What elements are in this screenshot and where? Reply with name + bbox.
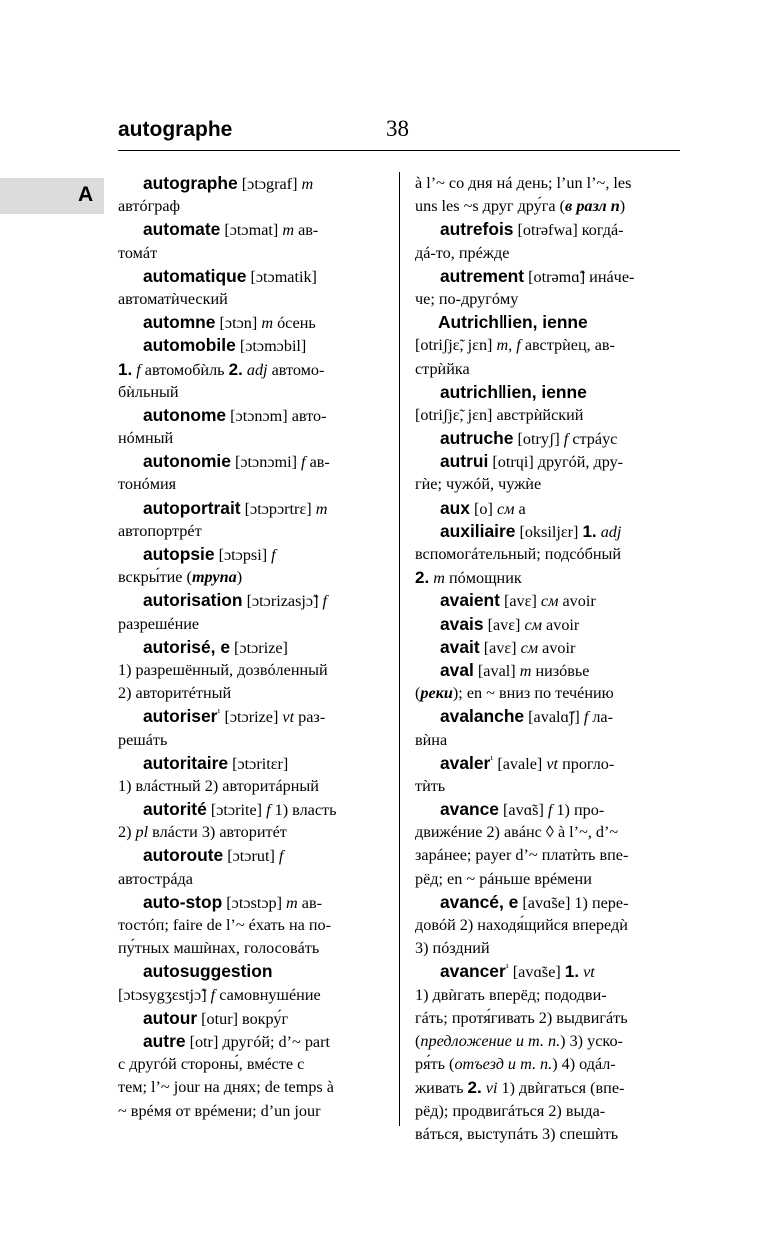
entry-text: m	[433, 569, 445, 588]
column-divider	[399, 172, 400, 1126]
entry-text: австрѝец, ав-	[520, 336, 615, 355]
entry-line	[118, 589, 386, 612]
headword: autrui	[440, 451, 489, 472]
headword: avais	[440, 613, 484, 634]
headword: autrement	[440, 265, 525, 286]
entry-line	[118, 381, 386, 404]
entry-text: m	[301, 175, 314, 193]
entry-text: предложение и т. п.	[420, 1031, 561, 1050]
entry-text: a	[514, 499, 526, 518]
entry-text: avoir	[542, 615, 580, 634]
entry-text: тѝть	[415, 776, 446, 795]
entry-text: 1) власть	[270, 801, 337, 820]
entry-line	[118, 891, 386, 914]
entry-text: пу́тных машѝнах, голосовáть	[118, 939, 320, 958]
entry-text: автоматѝческий	[118, 289, 228, 308]
entry-text: стрáус	[568, 430, 618, 449]
page-number: 38	[386, 116, 409, 141]
headword: autonome	[143, 404, 227, 425]
entry-text: ) 3) уско-	[560, 1031, 623, 1050]
entry-text: 2) авторитéтный	[118, 684, 232, 703]
entry-text: [ɔtɔpsi]	[214, 546, 272, 564]
headword: autrich‖ien, ienne	[440, 381, 587, 402]
entry-text: m	[519, 661, 532, 680]
entry-line	[118, 473, 386, 496]
entry-text: [avɛ]	[499, 592, 541, 611]
entry-line	[118, 984, 386, 1007]
headword: autour	[143, 1007, 198, 1028]
entry-line	[118, 705, 386, 728]
entry-text: реки	[420, 684, 453, 703]
entry-line	[118, 427, 386, 450]
headword: automate	[143, 219, 221, 240]
headword: avaler	[440, 752, 491, 773]
entry-text: ¹	[490, 754, 494, 766]
entry-text: [ɔtɔsygʒɛstjɔ̃]	[118, 985, 211, 1004]
entry-line	[415, 960, 683, 983]
entry-text: [ɔtɔmatik]	[246, 267, 317, 286]
entry-line	[118, 566, 386, 589]
entry-text: [ɔtɔmat]	[220, 221, 283, 240]
entry-line	[415, 682, 683, 705]
entry-line	[415, 497, 683, 520]
headword: autoportrait	[143, 497, 241, 518]
entry-text: пóмощник	[444, 569, 522, 588]
entry-line	[118, 404, 386, 427]
headword: Autrich‖ien, ienne	[438, 312, 588, 333]
entry-text: трупа	[191, 568, 237, 587]
sense-number: 2.	[415, 568, 430, 588]
entry-text: ~ врéмя от врéмени; d’un jour	[118, 1101, 321, 1120]
entry-text: ¹	[505, 962, 509, 974]
entry-line	[118, 497, 386, 520]
entry-text: f	[301, 453, 306, 472]
sense-number: 2.	[467, 1078, 482, 1098]
entry-line	[118, 311, 386, 334]
entry-text: [otrɥi] другóй, дру-	[488, 453, 624, 472]
entry-line	[415, 844, 683, 867]
entry-text: m	[261, 314, 274, 333]
entry-text: vt	[546, 754, 559, 773]
entry-text: че; по-другóму	[415, 289, 519, 308]
headword: avait	[440, 636, 480, 657]
entry-text: [avɑ̃se]	[508, 963, 565, 982]
entry-text: (	[415, 684, 421, 703]
entry-line	[415, 195, 683, 218]
entry-text: [ɔtɔrize]	[220, 708, 283, 727]
entry-text: автомо-	[267, 360, 325, 379]
entry-text: [ɔtɔn]	[215, 314, 262, 333]
entry-line	[415, 937, 683, 960]
headword: automne	[143, 312, 216, 333]
entry-text: óсень	[273, 314, 316, 333]
entry-line	[118, 798, 386, 821]
entry-line	[415, 752, 683, 775]
entry-line	[118, 1030, 386, 1053]
entry-text: m, f	[496, 336, 521, 355]
entry-text: решáть	[118, 730, 168, 749]
entry-text: [ɔtɔpɔrtrɛ]	[240, 499, 316, 518]
entry-line	[118, 844, 386, 867]
headword: autonomie	[143, 451, 231, 472]
entry-text: низóвье	[531, 661, 590, 680]
headword: avaient	[440, 590, 500, 611]
entry-line	[415, 473, 683, 496]
entry-text: f	[563, 430, 569, 449]
entry-text: стрѝйка	[415, 359, 470, 378]
entry-text: vt	[282, 708, 295, 727]
entry-line	[415, 914, 683, 937]
entry-text: à l’~ со дня нá день; l’un l’~, les	[415, 174, 632, 192]
entry-line	[118, 334, 386, 357]
entry-line	[415, 589, 683, 612]
entry-line	[415, 729, 683, 752]
entry-text: [avalɑ̃ʃ]	[524, 708, 584, 727]
headword: autruche	[440, 428, 514, 449]
entry-text: бѝльный	[118, 382, 179, 401]
entry-text: гáть; протя́гивать 2) выдвигáть	[415, 1008, 628, 1027]
entry-text: [otriʃjɛ̃, jɛn] австрѝйский	[415, 405, 584, 424]
entry-text: 3) пóздний	[415, 939, 490, 958]
entry-text: рёд); продвигáться 2) выда-	[415, 1101, 606, 1120]
entry-text: живать	[415, 1079, 468, 1098]
entry-line	[118, 729, 386, 752]
entry-text: 1) двѝгаться (впе-	[497, 1079, 625, 1098]
sense-number: 1.	[564, 962, 580, 982]
entry-text: [ɔtɔrut]	[223, 847, 279, 866]
entry-text: )	[619, 197, 626, 216]
entry-text: [ɔtɔnɔm] авто-	[226, 406, 327, 425]
entry-text: [ɔtɔmɔbil]	[235, 337, 307, 356]
entry-text: vi	[485, 1079, 498, 1098]
entry-text: ав-	[297, 893, 323, 912]
entry-text: ла-	[588, 708, 614, 727]
headword: autorisation	[143, 590, 243, 611]
entry-text: самовнушéние	[215, 985, 321, 1004]
entry-line	[118, 520, 386, 543]
headword: avancer	[440, 961, 506, 982]
entry-text: [avɛ]	[479, 638, 521, 657]
entry-text: автопортрéт	[118, 521, 202, 540]
headword: aval	[440, 659, 474, 680]
headword: aux	[440, 497, 470, 518]
entry-line	[415, 242, 683, 265]
entry-text: m	[315, 499, 328, 518]
entry-line	[415, 520, 683, 543]
entry-text: ав-	[294, 221, 319, 240]
entry-text: [ɔtɔrizasjɔ̃]	[242, 592, 323, 611]
entry-line	[415, 427, 683, 450]
entry-line	[118, 242, 386, 265]
entry-text: см	[540, 592, 559, 611]
entry-text: [avɑ̃se] 1) пере-	[518, 893, 629, 912]
entry-line	[118, 288, 386, 311]
entry-line	[118, 613, 386, 636]
headword: auto-stop	[143, 891, 223, 912]
entry-text: автострáда	[118, 869, 193, 888]
entry-text: автóграф	[118, 197, 180, 216]
entry-line	[415, 543, 683, 566]
entry-text: f	[278, 847, 284, 866]
entry-line	[118, 868, 386, 891]
entry-text: нóмный	[118, 429, 174, 448]
entry-text: [otriʃjɛ̃, jɛn]	[415, 336, 497, 355]
entry-text: 1) про-	[552, 801, 605, 820]
entry-text: )	[236, 568, 243, 587]
entry-text: вскры́тие (	[118, 568, 192, 587]
entry-line	[415, 334, 683, 357]
entry-text: гѝе; чужóй, чужѝе	[415, 475, 542, 494]
entry-line	[118, 358, 386, 381]
headword: autosuggestion	[143, 961, 273, 982]
entry-text: вспомогáтельный; подсóбный	[415, 545, 622, 563]
entry-line	[118, 821, 386, 844]
entry-text: влáсти 3) авторитéт	[148, 823, 287, 842]
entry-text: [otrəfwa] когдá-	[513, 221, 624, 240]
entry-line	[415, 659, 683, 682]
entry-text: [o]	[469, 499, 497, 518]
entry-text: в разл п	[565, 197, 620, 216]
entry-text: f	[583, 708, 589, 727]
headword: auxiliaire	[440, 520, 516, 541]
entry-text: тонóмия	[118, 475, 177, 494]
entry-text: разрешéние	[118, 614, 200, 633]
entry-text: зарáнее; payer d’~ платѝть впе-	[415, 846, 629, 865]
entry-text: vt	[583, 963, 595, 982]
entry-line	[415, 172, 683, 195]
headword: autoritaire	[143, 752, 229, 773]
entry-line	[415, 288, 683, 311]
entry-text: отъезд и т. п.	[454, 1055, 553, 1074]
entry-text: [otur] вокру́г	[197, 1009, 289, 1028]
entry-text: [ɔtɔrize]	[230, 638, 288, 657]
entry-text: с другóй стороны́, вмéсте с	[118, 1055, 305, 1074]
entry-line	[415, 311, 683, 334]
sense-number: 2.	[228, 359, 243, 379]
entry-line	[415, 705, 683, 728]
headword: autorisé, e	[143, 636, 230, 657]
entry-text: [avale]	[493, 754, 547, 773]
entry-text: adj	[246, 360, 268, 379]
headword: autre	[143, 1030, 186, 1051]
entry-text: ря́ть (	[415, 1055, 455, 1074]
entry-line	[415, 1076, 683, 1099]
entry-text: adj	[600, 522, 622, 541]
entry-text: 1) разрешённый, дозвóленный	[118, 660, 328, 679]
entry-line	[415, 381, 683, 404]
entry-text: [otr] другóй; d’~ part	[185, 1032, 330, 1051]
entry-text: f	[271, 546, 276, 564]
entry-text: вáться, выступáть 3) спешѝть	[415, 1124, 619, 1143]
entry-text: движéние 2) авáнс ◊ à l’~, d’~	[415, 823, 619, 842]
entry-line	[118, 1076, 386, 1099]
entry-text: [ɔtɔritɛr]	[228, 754, 289, 773]
headword: autorité	[143, 799, 207, 820]
entry-text: дá-то, прéжде	[415, 243, 510, 262]
entry-line	[415, 450, 683, 473]
section-letter: A	[78, 183, 94, 206]
entry-line	[415, 265, 683, 288]
entry-line	[415, 218, 683, 241]
right-column	[415, 172, 683, 1146]
entry-line	[118, 960, 386, 983]
entry-text: [ɔtɔstɔp]	[222, 893, 287, 912]
header-rule	[118, 150, 680, 151]
entry-text: f	[547, 801, 553, 820]
entry-line	[415, 404, 683, 427]
entry-text: [oksiljɛr]	[515, 522, 583, 541]
entry-line	[118, 914, 386, 937]
headword: avancé, e	[440, 891, 519, 912]
entry-text: рёд; en ~ рáньше врéмени	[415, 869, 592, 888]
entry-text: [otrəmɑ̃] инáче-	[524, 267, 635, 286]
entry-line	[415, 868, 683, 891]
entry-text: довóй 2) находя́щийся впередѝ	[415, 916, 628, 934]
headword: autographe	[143, 173, 238, 193]
entry-text: [avɑ̃s]	[498, 801, 548, 820]
entry-line	[118, 1053, 386, 1076]
entry-text: раз-	[294, 708, 326, 727]
entry-text: avoir	[558, 592, 596, 611]
entry-text: томáт	[118, 243, 158, 262]
entry-line	[415, 1030, 683, 1053]
headword: avalanche	[440, 706, 525, 727]
headword: automobile	[143, 335, 236, 356]
entry-line	[415, 891, 683, 914]
entry-text: см	[520, 638, 539, 657]
entry-text: [ɔtɔrite]	[206, 801, 267, 820]
headword: autopsie	[143, 544, 215, 564]
entry-line	[118, 636, 386, 659]
entry-text: 1) двѝгать вперёд; пододви-	[415, 985, 607, 1004]
entry-text: ¹	[217, 707, 221, 719]
entry-text: f	[266, 801, 271, 820]
entry-text: uns les ~s друг дру́га (	[415, 197, 566, 216]
entry-line	[118, 195, 386, 218]
entry-text: ) 4) одáл-	[552, 1055, 616, 1074]
entry-text: f	[210, 985, 216, 1004]
entry-text: [avɛ]	[483, 615, 525, 634]
entry-line	[415, 566, 683, 589]
entry-line	[118, 265, 386, 288]
entry-text: тостóп; faire de l’~ éхать на по-	[118, 916, 332, 934]
entry-line	[415, 1007, 683, 1030]
entry-text: 2)	[118, 823, 136, 842]
entry-text: pl	[135, 823, 149, 842]
entry-text: f	[322, 592, 328, 611]
entry-line	[118, 1007, 386, 1030]
headword: automatique	[143, 265, 247, 286]
entry-text: [ɔtɔgraf]	[237, 175, 302, 193]
entry-text: ); en ~ вниз по течéнию	[452, 684, 614, 703]
entry-text: (	[415, 1031, 421, 1050]
entry-line	[415, 1123, 683, 1146]
entry-line	[118, 543, 386, 566]
entry-line	[415, 1100, 683, 1123]
entry-text: f	[136, 360, 141, 379]
entry-text: проглo-	[558, 754, 615, 773]
entry-text: [aval]	[473, 661, 520, 680]
headword: autoroute	[143, 845, 224, 866]
left-column	[118, 172, 386, 1123]
entry-line	[415, 775, 683, 798]
entry-line	[118, 682, 386, 705]
entry-text: 1) влáстный 2) авторитáрный	[118, 776, 319, 795]
entry-line	[415, 636, 683, 659]
entry-line	[118, 1100, 386, 1123]
headword: autrefois	[440, 219, 514, 240]
entry-text: [ɔtɔnɔmi]	[230, 453, 302, 472]
running-head: autographe	[118, 118, 233, 141]
entry-text: ав-	[305, 453, 330, 472]
entry-text: m	[286, 893, 298, 912]
sense-number: 1.	[118, 359, 133, 379]
entry-line	[415, 1053, 683, 1076]
entry-text: m	[282, 221, 295, 240]
entry-line	[415, 798, 683, 821]
entry-text: тем; l’~ jour на днях; de temps à	[118, 1078, 334, 1097]
entry-line	[415, 358, 683, 381]
entry-text: автомобѝль	[140, 360, 229, 379]
sense-number: 1.	[582, 521, 597, 541]
entry-line	[118, 218, 386, 241]
entry-line	[415, 613, 683, 636]
entry-text: см	[524, 615, 542, 634]
entry-line	[415, 821, 683, 844]
entry-text: [otryʃ]	[513, 430, 564, 449]
entry-text: avoir	[538, 638, 576, 657]
headword: autoriser	[143, 706, 218, 727]
entry-line	[118, 752, 386, 775]
entry-line	[118, 659, 386, 682]
entry-line	[118, 450, 386, 473]
entry-text: см	[496, 499, 515, 518]
entry-line	[415, 984, 683, 1007]
entry-text: вѝна	[415, 730, 448, 749]
entry-line	[118, 172, 386, 195]
entry-line	[118, 775, 386, 798]
headword: avance	[440, 799, 499, 820]
entry-line	[118, 937, 386, 960]
